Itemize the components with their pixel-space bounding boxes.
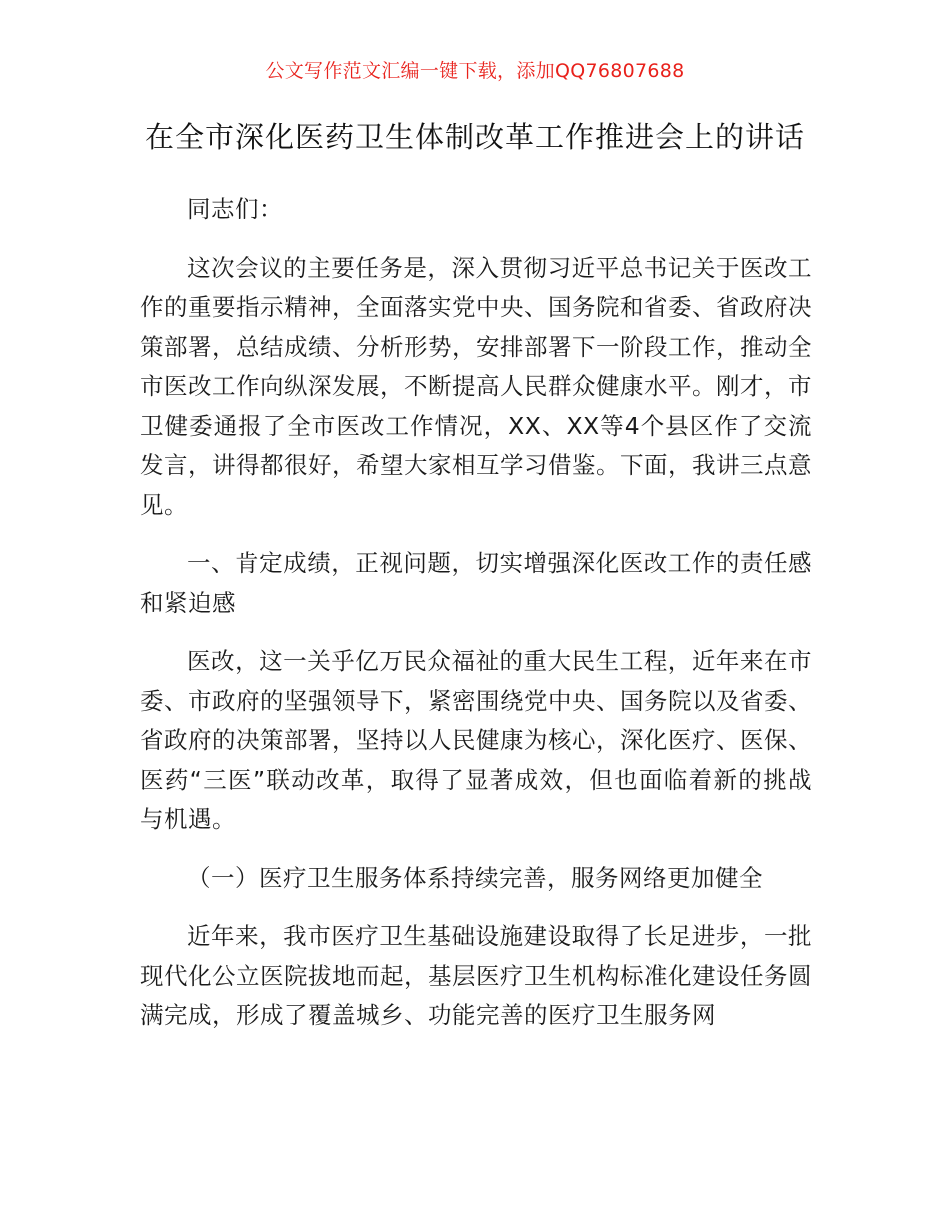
body-paragraph: 这次会议的主要任务是，深入贯彻习近平总书记关于医改工作的重要指示精神，全面落实党中央、国务院和省委、省政府决策部署，总结成绩、分析形势，安排部署下一阶段工作，推动全市医改工作向纵深发展，不断提高人民群众健康水平。刚才，市卫健委通报了全市医改工作情况，XX、XX等4个县区作了交流发言，讲得都很好，希望大家相互学习借鉴。下面，我讲三点意见。: [140, 253, 812, 519]
body-paragraph: 医改，这一关乎亿万民众福祉的重大民生工程，近年来在市委、市政府的坚强领导下，紧密围绕党中央、国务院以及省委、省政府的决策部署，坚持以人民健康为核心，深化医疗、医保、医药“三医”联动改革，取得了显著成效，但也面临着新的挑战与机遇。: [140, 647, 812, 833]
document-title: 在全市深化医药卫生体制改革工作推进会上的讲话: [144, 120, 805, 154]
section-heading: 一、肯定成绩，正视问题，切实增强深化医改工作的责任感和紧迫感: [140, 549, 812, 617]
promo-banner: 公文写作范文汇编一键下载，添加QQ76807688: [265, 60, 685, 82]
body-paragraph: 近年来，我市医疗卫生基础设施建设取得了长足进步，一批现代化公立医院拔地而起，基层医疗卫生机构标准化建设任务圆满完成，形成了覆盖城乡、功能完善的医疗卫生服务网: [140, 922, 812, 1029]
document-body: [140, 190, 812, 1055]
salutation-paragraph: 同志们：: [187, 195, 283, 223]
subsection-heading: （一）医疗卫生服务体系持续完善，服务网络更加健全: [187, 863, 763, 892]
